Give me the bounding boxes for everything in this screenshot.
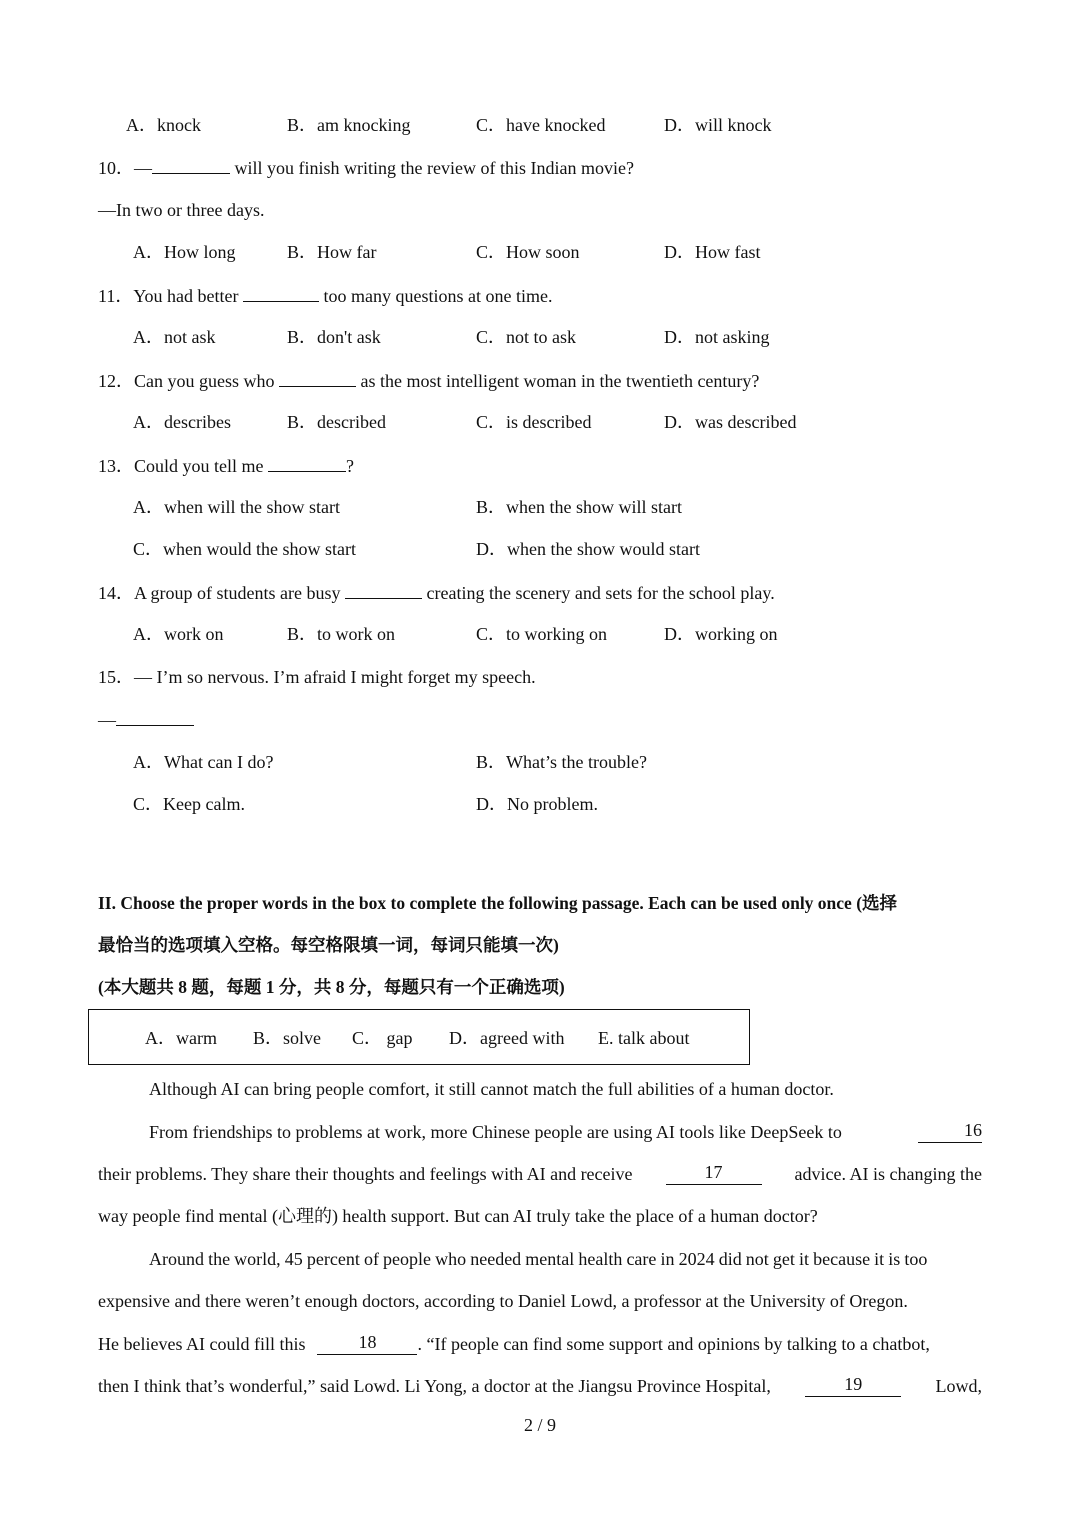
q11-option-d: D．not asking <box>664 327 770 347</box>
q9-option-c: C．have knocked <box>476 115 606 135</box>
q9-option-a: A．knock <box>126 115 201 135</box>
passage-p3-line3 <box>98 1333 982 1355</box>
q14-post: creating the scenery and sets for the school play. <box>421 583 775 603</box>
passage-p3-line3-text-b: . “If people can find some support and opinions by talking to a chatbot, <box>417 1334 930 1354</box>
q11-option-b: B．don't ask <box>287 327 381 347</box>
q14-blank <box>345 581 422 599</box>
q12-pre: Can you guess who <box>134 371 279 391</box>
q9-option-d: D．will knock <box>664 115 772 135</box>
q13-blank <box>268 454 346 472</box>
q10-pre: — <box>134 158 152 178</box>
q10-blank <box>152 156 230 174</box>
q15-text: — I’m so nervous. I’m afraid I might forget my speech. <box>134 667 536 687</box>
passage-paragraph-1: Although AI can bring people comfort, it still cannot match the full abilities of a human doctor. <box>149 1079 834 1099</box>
q13-option-c: C．when would the show start <box>133 539 356 559</box>
q15-reply <box>98 708 194 731</box>
q10-option-c: C．How soon <box>476 242 580 262</box>
q15-option-b: B．What’s the trouble? <box>476 752 647 772</box>
q14-pre: A group of students are busy <box>134 583 345 603</box>
q10-post: will you finish writing the review of this Indian movie? <box>230 158 634 178</box>
q11-option-c: C．not to ask <box>476 327 577 347</box>
q13-option-a: A．when will the show start <box>133 497 340 517</box>
passage-p3-line4-text-a: then I think that’s wonderful,” said Lowd. Li Yong, a doctor at the Jiangsu Province Hospital, <box>98 1376 771 1396</box>
q11-post: too many questions at one time. <box>319 286 553 306</box>
word-box-option-e: E. talk about <box>598 1028 690 1048</box>
q12-option-a: A．describes <box>133 412 231 432</box>
q15-reply-dash: — <box>98 710 116 730</box>
q14-stem <box>98 581 775 604</box>
word-box-option-d: D．agreed with <box>449 1028 565 1048</box>
q12-option-c: C．is described <box>476 412 592 432</box>
blank-16: 16 <box>918 1121 982 1143</box>
passage-p3-line2: expensive and there weren’t enough doctors, according to Daniel Lowd, a professor at the University of Oregon. <box>98 1291 908 1311</box>
q10-number: 10． <box>98 158 134 178</box>
passage-p3-line4-text-b: Lowd, <box>935 1376 982 1396</box>
q14-option-b: B．to work on <box>287 624 395 644</box>
q11-number: 11． <box>98 286 134 306</box>
section2-heading-line2: 最恰当的选项填入空格。每空格限填一词，每词只能填一次) <box>98 935 559 955</box>
q11-stem <box>98 284 552 307</box>
q13-number: 13． <box>98 456 134 476</box>
word-box-option-c: C． gap <box>352 1028 413 1048</box>
passage-p3-line3-text-a: He believes AI could fill this <box>98 1334 306 1354</box>
passage-p2-line2 <box>98 1163 982 1185</box>
q12-post: as the most intelligent woman in the twentieth century? <box>356 371 760 391</box>
section2-heading-line1: II. Choose the proper words in the box to complete the following passage. Each can be used only once (选择 <box>98 893 898 913</box>
word-box <box>88 1009 750 1065</box>
q14-option-a: A．work on <box>133 624 224 644</box>
q11-blank <box>243 284 319 302</box>
word-box-option-a: A．warm <box>145 1028 217 1048</box>
q15-blank <box>116 708 194 726</box>
q10-option-a: A．How long <box>133 242 236 262</box>
q12-blank <box>279 369 356 387</box>
blank-17: 17 <box>666 1163 762 1185</box>
blank-18: 18 <box>317 1333 417 1355</box>
q14-option-d: D．working on <box>664 624 778 644</box>
page-number: 2 / 9 <box>523 1415 556 1435</box>
q14-number: 14． <box>98 583 134 603</box>
passage-p3-line4 <box>98 1375 982 1397</box>
q12-option-d: D．was described <box>664 412 797 432</box>
q9-option-b: B．am knocking <box>287 115 411 135</box>
q11-pre: You had better <box>133 286 244 306</box>
passage-p3-line1 <box>149 1248 982 1270</box>
passage-p2-line3: way people find mental (心理的) health support. But can AI truly take the place of a human doctor? <box>98 1206 818 1226</box>
q10-stem <box>98 156 634 179</box>
q10-option-d: D．How fast <box>664 242 761 262</box>
q15-number: 15． <box>98 667 134 687</box>
q15-stem <box>98 666 536 688</box>
passage-p3-line1-text: Around the world, 45 percent of people who needed mental health care in 2024 did not get it because it is too <box>149 1249 928 1269</box>
section2-heading-line3: (本大题共 8 题，每题 1 分，共 8 分，每题只有一个正确选项) <box>98 977 565 997</box>
q15-option-c: C．Keep calm. <box>133 794 245 814</box>
q12-number: 12． <box>98 371 134 391</box>
q15-option-d: D．No problem. <box>476 794 598 814</box>
q12-option-b: B．described <box>287 412 386 432</box>
passage-p2-line1 <box>149 1121 982 1143</box>
q13-option-d: D．when the show would start <box>476 539 700 559</box>
q11-option-a: A．not ask <box>133 327 216 347</box>
q15-option-a: A．What can I do? <box>133 752 274 772</box>
q10-option-b: B．How far <box>287 242 377 262</box>
word-box-option-b: B．solve <box>253 1028 322 1048</box>
q12-stem <box>98 369 759 392</box>
q13-option-b: B．when the show will start <box>476 497 682 517</box>
q13-pre: Could you tell me <box>134 456 268 476</box>
passage-p2-line2-text-b: advice. AI is changing the <box>794 1164 982 1184</box>
q14-option-c: C．to working on <box>476 624 608 644</box>
q13-post: ? <box>346 456 354 476</box>
passage-p2-line1-text: From friendships to problems at work, more Chinese people are using AI tools like DeepSeek to <box>149 1122 842 1142</box>
blank-19: 19 <box>805 1375 901 1397</box>
q13-stem <box>98 454 354 477</box>
passage-p2-line2-text-a: their problems. They share their thoughts and feelings with AI and receive <box>98 1164 633 1184</box>
q10-answer: —In two or three days. <box>98 200 265 220</box>
